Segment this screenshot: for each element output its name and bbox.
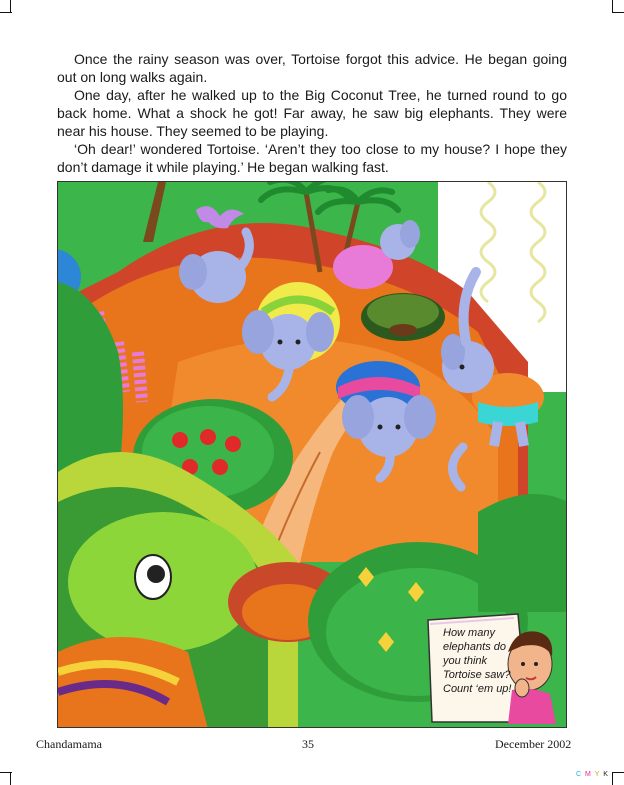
story-paragraph-3: ‘Oh dear!’ wondered Tortoise. ‘Aren’t they too close to my house? I hope they don’t damage it while playing.’ He began walking fast. [57, 141, 567, 175]
footer-page-number: 35 [302, 737, 314, 751]
crop-mark-top-left-v [10, 0, 11, 12]
caption-question [443, 626, 513, 696]
footer-date: December 2002 [495, 737, 572, 751]
tortoise-house [361, 293, 445, 341]
crop-mark-top-right-h [612, 12, 624, 13]
cmyk-print-mark [576, 771, 609, 778]
crop-mark-bottom-right-h [612, 772, 624, 773]
caption-line: you think [443, 655, 488, 667]
cmyk-c: C [576, 771, 583, 778]
crop-mark-bottom-right-v [612, 773, 613, 785]
cmyk-m: M [585, 771, 592, 778]
story-paragraph-2: One day, after he walked up to the Big Coconut Tree, he turned round to go back home. What a shock he got! Far away, he saw big elephants. They were near his house. They seemed to be playing. [57, 87, 567, 139]
story-text [57, 50, 567, 176]
cmyk-k: K [603, 771, 609, 778]
crop-mark-top-right-v [612, 0, 613, 12]
footer-publication: Chandamama [36, 737, 102, 751]
boy-illustration [508, 631, 556, 724]
crop-mark-bottom-left-h [0, 772, 12, 773]
cmyk-y: Y [594, 771, 601, 778]
caption-line: How many [443, 627, 495, 639]
caption-line: Tortoise saw? [443, 669, 511, 681]
crop-mark-top-left-h [0, 12, 12, 13]
crop-mark-bottom-left-v [10, 773, 11, 785]
caption-line: elephants do [443, 641, 506, 653]
caption-line: Count ‘em up! [443, 683, 512, 695]
story-paragraph-1: Once the rainy season was over, Tortoise forgot this advice. He began going out on long walks again. [57, 51, 567, 85]
